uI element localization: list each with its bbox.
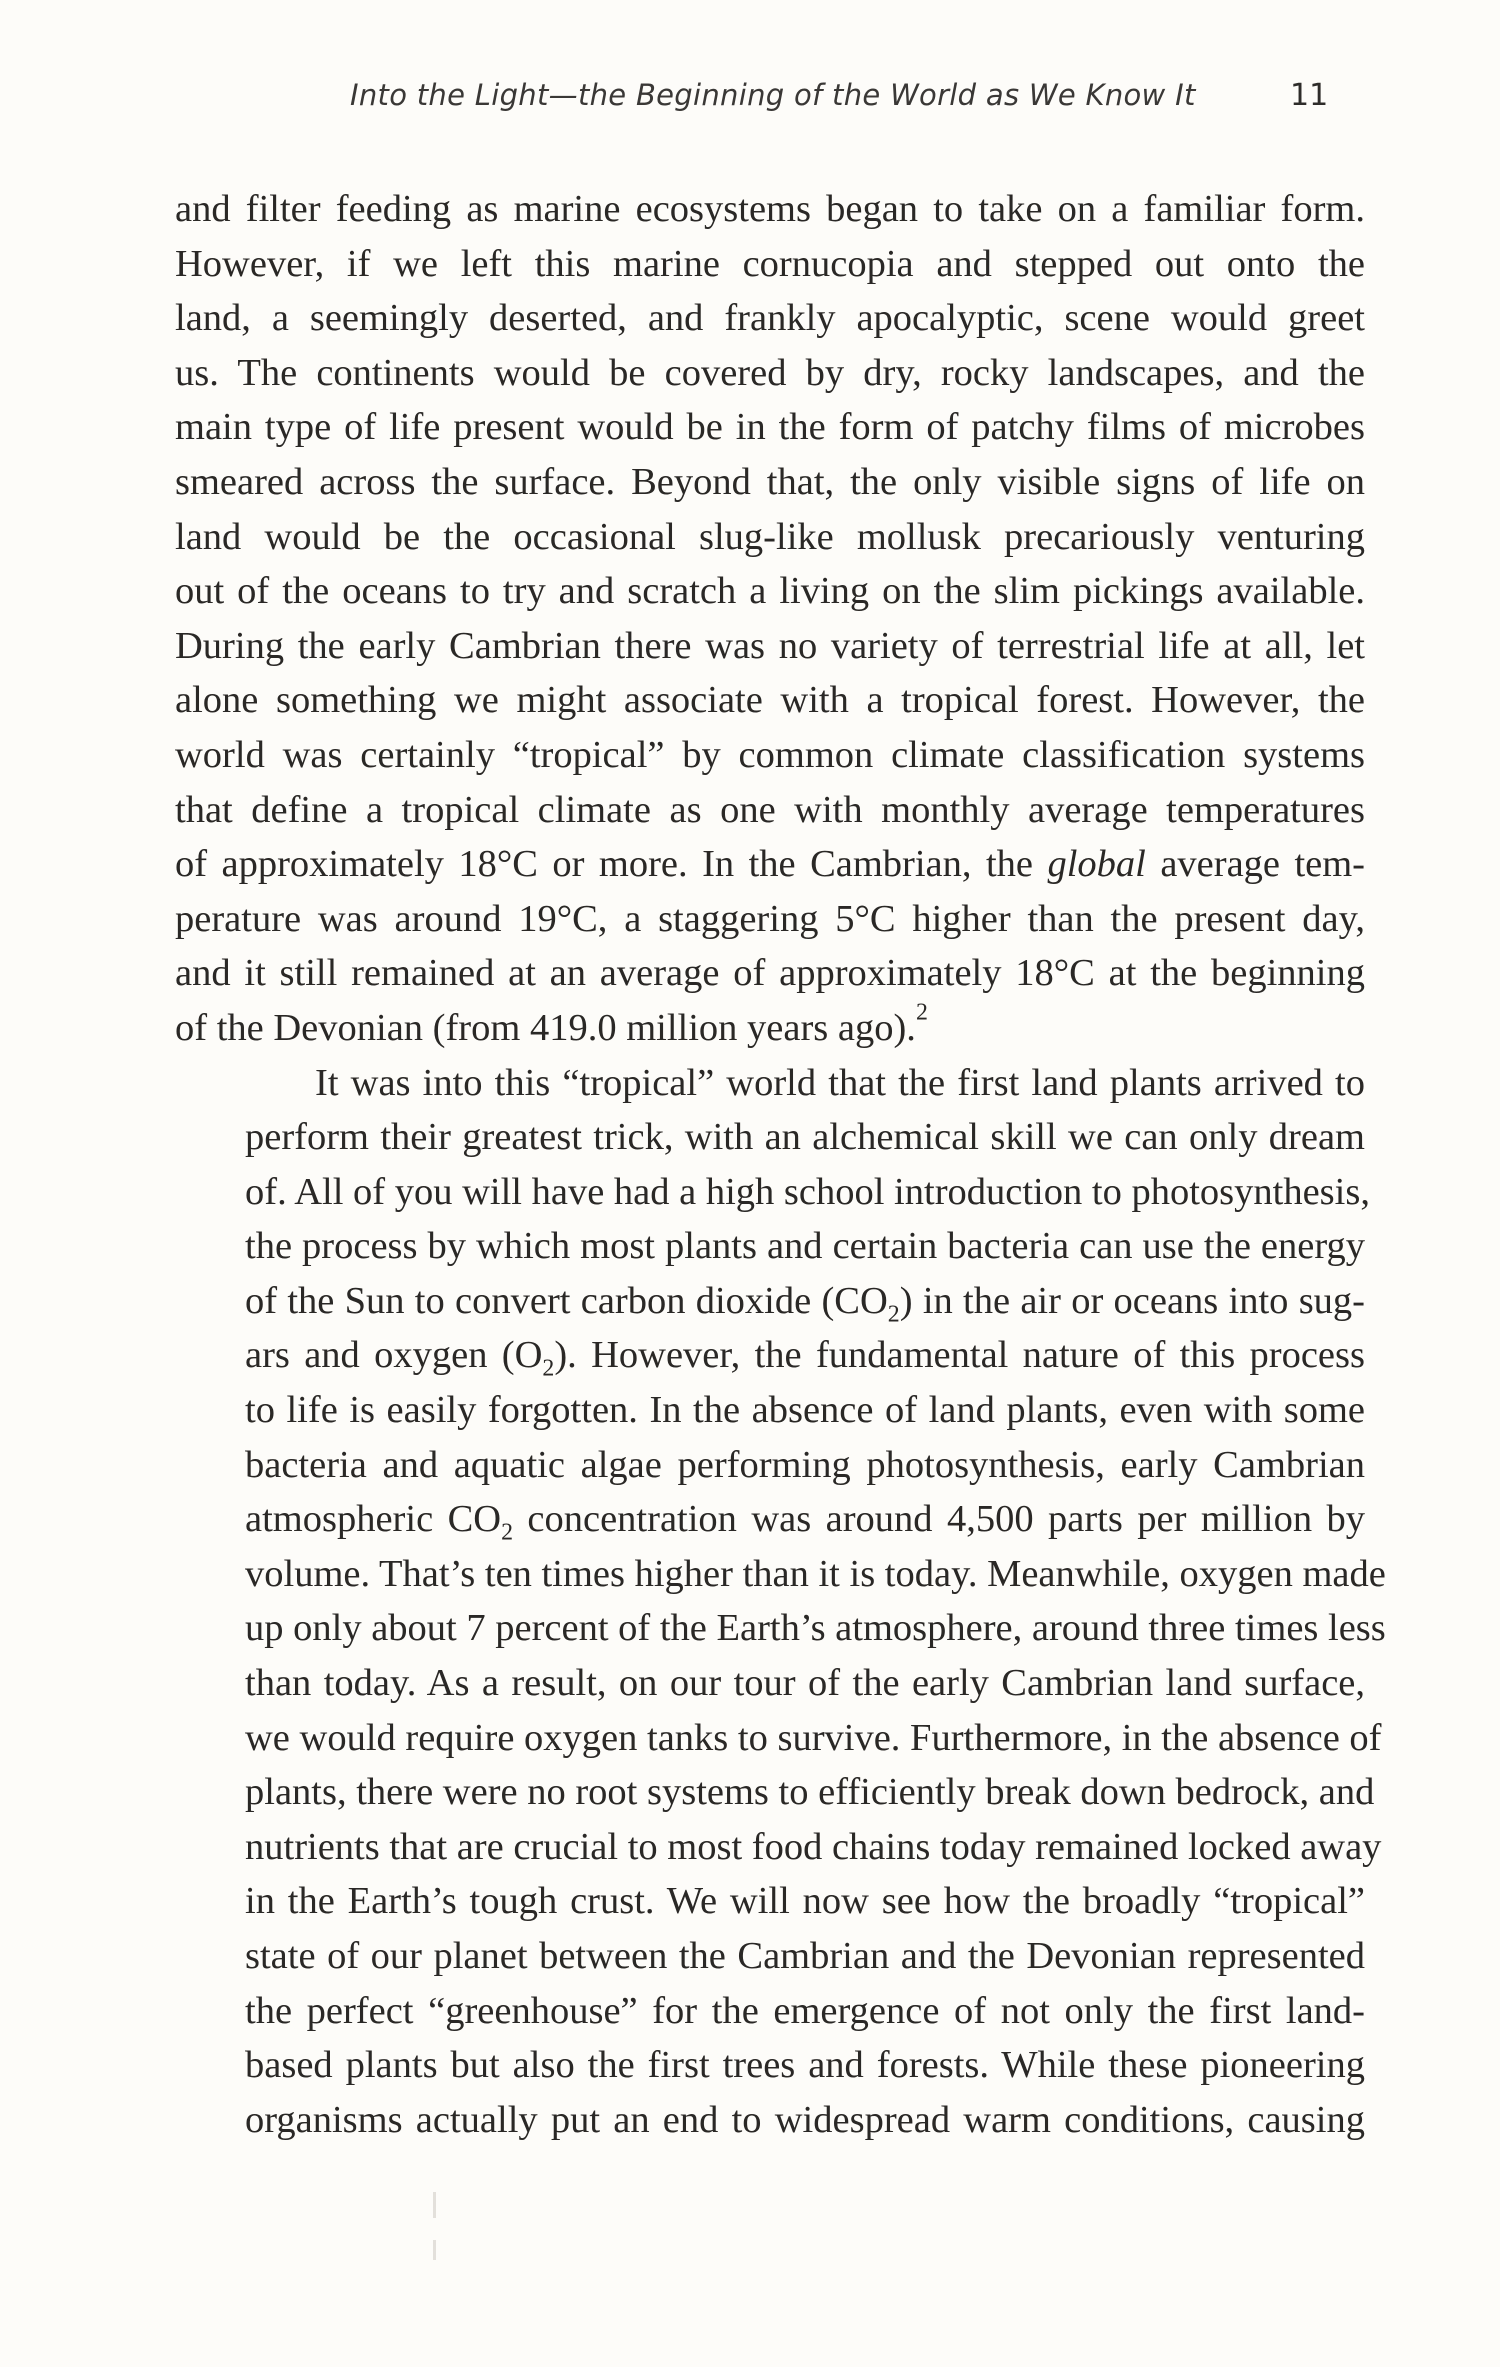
text-line: land, a seemingly deserted, and frankly apocalyptic, scene would greet — [175, 297, 1365, 340]
text-line — [175, 1328, 1365, 1383]
text-line — [175, 1274, 1365, 1329]
text-segment: ars and oxygen (O — [245, 1334, 543, 1377]
text-segment: of the Devonian (from 419.0 million years ago). — [175, 1006, 916, 1049]
text-line: that define a tropical climate as one with monthly average temperatures — [175, 788, 1365, 831]
text-line: organisms actually put an end to widespread warm conditions, causing — [245, 2098, 1365, 2141]
text-line: However, if we left this marine cornucopia and stepped out onto the — [175, 242, 1365, 285]
text-line — [175, 1492, 1365, 1547]
subscript: 2 — [501, 1519, 513, 1546]
text-segment: of the Sun to convert carbon dioxide (CO — [245, 1279, 888, 1322]
text-line: volume. That’s ten times higher than it is today. Meanwhile, oxygen made — [245, 1552, 1386, 1595]
text-line: up only about 7 percent of the Earth’s atmosphere, around three times less — [245, 1607, 1386, 1650]
text-line: nutrients that are crucial to most food chains today remained locked away — [245, 1825, 1382, 1868]
text-line: During the early Cambrian there was no variety of terrestrial life at all, let — [175, 624, 1365, 667]
text-line: state of our planet between the Cambrian and the Devonian represented — [245, 1935, 1365, 1977]
text-line: the perfect “greenhouse” for the emergence of not only the first land- — [245, 1989, 1365, 2032]
paragraph-1 — [175, 182, 1365, 1056]
text-line — [175, 837, 1365, 892]
text-line: bacteria and aquatic algae performing photosynthesis, early Cambrian — [245, 1443, 1365, 1486]
text-line: to life is easily forgotten. In the absence of land plants, even with some — [245, 1389, 1365, 1432]
text-line: smeared across the surface. Beyond that, the only visible signs of life on — [175, 460, 1365, 503]
text-line: and filter feeding as marine ecosystems began to take on a familiar form. — [175, 188, 1365, 230]
text-line: alone something we might associate with a tropical forest. However, the — [175, 679, 1365, 722]
text-line: us. The continents would be covered by dry, rocky landscapes, and the — [175, 351, 1365, 394]
footnote-marker[interactable]: 2 — [915, 999, 928, 1026]
text-line: in the Earth’s tough crust. We will now see how the broadly “tropical” — [245, 1880, 1365, 1923]
text-segment: of approximately 18°C or more. In the Cambrian, the — [175, 843, 1048, 886]
text-line: of. All of you will have had a high school introduction to photosynthesis, — [245, 1170, 1370, 1213]
subscript: 2 — [887, 1301, 900, 1328]
paragraph-2 — [175, 1056, 1386, 2148]
text-line: out of the oceans to try and scratch a living on the slim pickings available. — [175, 570, 1365, 613]
text-line: perature was around 19°C, a staggering 5°C higher than the present day, — [175, 897, 1365, 940]
text-segment: concentration was around 4,500 parts per million by — [513, 1498, 1365, 1541]
text-segment: ). However, the fundamental nature of this process — [554, 1334, 1365, 1377]
body-text — [175, 182, 1386, 2147]
text-line: the process by which most plants and certain bacteria can use the energy — [245, 1225, 1365, 1268]
text-line: It was into this “tropical” world that the first land plants arrived to — [315, 1061, 1365, 1104]
text-line: land would be the occasional slug-like mollusk precariously venturing — [175, 515, 1365, 558]
text-line: we would require oxygen tanks to survive. Furthermore, in the absence of — [245, 1716, 1382, 1759]
scan-mark — [433, 2192, 436, 2218]
text-line: and it still remained at an average of approximately 18°C at the beginning — [175, 952, 1365, 995]
text-line: plants, there were no root systems to efficiently break down bedrock, and — [245, 1771, 1375, 1814]
text-line: based plants but also the first trees and forests. While these pioneering — [245, 2044, 1365, 2087]
text-line — [175, 1001, 1365, 1056]
subscript: 2 — [542, 1355, 555, 1382]
scan-mark — [433, 2240, 436, 2260]
emphasis: global — [1047, 843, 1146, 886]
text-line: than today. As a result, on our tour of the early Cambrian land surface, — [245, 1662, 1365, 1705]
text-line: main type of life present would be in the form of patchy films of microbes — [175, 406, 1365, 449]
text-line: world was certainly “tropical” by common climate classification systems — [175, 733, 1365, 776]
text-line: perform their greatest trick, with an alchemical skill we can only dream — [245, 1116, 1365, 1159]
text-segment: atmospheric CO — [245, 1498, 502, 1541]
running-head: Into the Light—the Beginning of the World as We Know It — [350, 78, 1196, 112]
text-segment: average tem- — [1145, 843, 1366, 886]
text-segment: ) in the air or oceans into sug- — [899, 1279, 1366, 1322]
page-number: 11 — [1290, 78, 1329, 113]
